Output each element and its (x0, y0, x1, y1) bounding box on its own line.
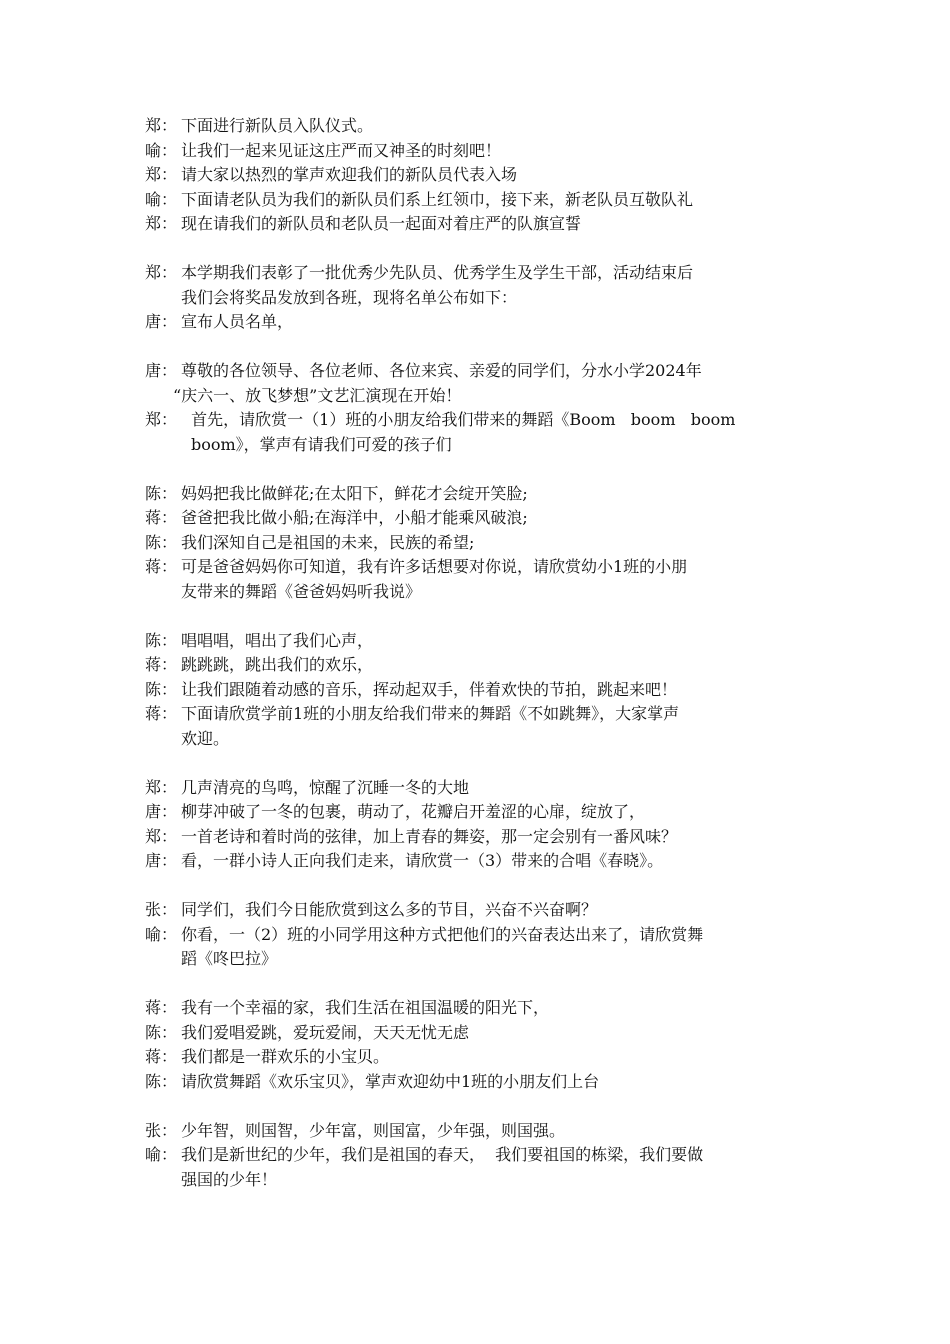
dialogue-line (145, 629, 815, 654)
dialogue-line (145, 261, 815, 286)
dialogue-line (145, 163, 815, 188)
line-text: 爸爸把我比做小船;在海洋中，小船才能乘风破浪; (181, 508, 528, 527)
speaker-label: 郑： (145, 410, 178, 429)
dialogue-block (145, 898, 815, 972)
speaker-label: 唐： (145, 361, 178, 380)
speaker-label: 陈： (145, 483, 178, 503)
dialogue-block (145, 482, 815, 605)
dialogue-line (145, 702, 815, 727)
line-text: 少年智，则国智，少年富，则国富，少年强，则国强。 (181, 1120, 566, 1140)
dialogue-line (145, 482, 815, 507)
line-text: 看，一群小诗人正向我们走来，请欣赏一（3）带来的合唱《春晓》。 (181, 851, 664, 870)
dialogue-line (145, 1045, 815, 1070)
dialogue-line (145, 800, 815, 825)
line-text: 下面进行新队员入队仪式。 (181, 116, 374, 135)
dialogue-block (145, 261, 815, 335)
line-text-continuation: 友带来的舞蹈《爸爸妈妈听我说》 (181, 581, 422, 601)
speaker-label: 蒋： (145, 998, 178, 1017)
line-text: 柳芽冲破了一冬的包裹，萌动了，花瓣启开羞涩的心扉，绽放了， (181, 802, 646, 821)
line-text: 宣布人员名单， (181, 312, 294, 331)
dialogue-line (145, 776, 815, 801)
line-text: 我们是新世纪的少年，我们是祖国的春天， 我们要祖国的栋梁，我们要做 (181, 1145, 704, 1164)
line-text-continuation: 蹈《咚巴拉》 (181, 949, 278, 968)
speaker-label: 郑： (145, 116, 178, 135)
speaker-label: 陈： (145, 532, 178, 552)
speaker-label: 张： (145, 1120, 178, 1140)
speaker-label: 蒋： (145, 1047, 178, 1066)
dialogue-line (145, 1021, 815, 1046)
dialogue-line (145, 139, 815, 164)
dialogue-line (145, 1119, 815, 1144)
line-text: 让我们跟随着动感的音乐，挥动起双手，伴着欢快的节拍，跳起来吧！ (181, 679, 678, 699)
line-text: 现在请我们的新队员和老队员一起面对着庄严的队旗宣誓 (181, 214, 582, 233)
dialogue-line (145, 1143, 815, 1168)
speaker-label: 郑： (145, 165, 178, 184)
speaker-label: 郑： (145, 777, 178, 797)
dialogue-line (145, 408, 815, 433)
block-spacer (145, 874, 815, 899)
dialogue-block (145, 114, 815, 237)
dialogue-line (145, 310, 815, 335)
line-text: 我们爱唱爱跳，爱玩爱闹，天天无忧无虑 (181, 1022, 470, 1042)
line-text: 本学期我们表彰了一批优秀少先队员、优秀学生及学生干部，活动结束后 (181, 263, 694, 282)
speaker-label: 陈： (145, 679, 178, 699)
line-text: 跳跳跳，跳出我们的欢乐， (181, 655, 374, 674)
line-text: 唱唱唱，唱出了我们心声， (181, 630, 374, 650)
speaker-label: 郑： (145, 214, 178, 233)
dialogue-line (145, 898, 815, 923)
block-spacer (145, 457, 815, 482)
block-spacer (145, 604, 815, 629)
dialogue-line (145, 114, 815, 139)
dialogue-line (145, 849, 815, 874)
speaker-label: 唐： (145, 802, 178, 821)
speaker-label: 蒋： (145, 508, 178, 527)
block-spacer (145, 972, 815, 997)
block-spacer (145, 1094, 815, 1119)
dialogue-block (145, 629, 815, 752)
line-text: 可是爸爸妈妈你可知道，我有许多话想要对你说，请欣赏幼小1班的小朋 (181, 557, 688, 576)
dialogue-line (145, 506, 815, 531)
block-spacer (145, 335, 815, 360)
speaker-label: 蒋： (145, 704, 178, 723)
speaker-label: 陈： (145, 630, 178, 650)
dialogue-line (145, 653, 815, 678)
line-text: 尊敬的各位领导、各位老师、各位来宾、亲爱的同学们，分水小学2024年 (181, 361, 702, 380)
line-text: 我们深知自己是祖国的未来，民族的希望; (181, 532, 475, 552)
speaker-label: 蒋： (145, 655, 178, 674)
dialogue-block (145, 776, 815, 874)
block-spacer (145, 237, 815, 262)
dialogue-line (145, 825, 815, 850)
line-text: 妈妈把我比做鲜花;在太阳下，鲜花才会绽开笑脸; (181, 483, 528, 503)
speaker-label: 唐： (145, 851, 178, 870)
speaker-label: 喻： (145, 140, 178, 160)
speaker-label: 陈： (145, 1071, 178, 1091)
line-text: 几声清亮的鸟鸣，惊醒了沉睡一冬的大地 (181, 777, 470, 797)
dialogue-line (145, 188, 815, 213)
dialogue-line (145, 359, 815, 384)
speaker-label: 喻： (145, 189, 178, 209)
line-text: 我们都是一群欢乐的小宝贝。 (181, 1047, 390, 1066)
line-text: 下面请老队员为我们的新队员们系上红领巾，接下来，新老队员互敬队礼 (181, 189, 694, 209)
dialogue-line (145, 555, 815, 580)
speaker-label: 陈： (145, 1022, 178, 1042)
line-text: 你看，一（2）班的小同学用这种方式把他们的兴奋表达出来了，请欣赏舞 (181, 924, 704, 944)
dialogue-block (145, 1119, 815, 1193)
speaker-label: 郑： (145, 263, 178, 282)
line-text: 请欣赏舞蹈《欢乐宝贝》，掌声欢迎幼中1班的小朋友们上台 (181, 1071, 600, 1091)
speaker-label: 蒋： (145, 557, 178, 576)
line-text-continuation: boom》，掌声有请我们可爱的孩子们 (191, 434, 452, 454)
line-text: 首先，请欣赏一（1）班的小朋友给我们带来的舞蹈《Boom boom boom (181, 410, 736, 429)
line-text: 我有一个幸福的家，我们生活在祖国温暖的阳光下， (181, 998, 550, 1017)
dialogue-line (145, 678, 815, 703)
dialogue-block (145, 359, 815, 457)
line-text: 请大家以热烈的掌声欢迎我们的新队员代表入场 (181, 165, 518, 184)
dialogue-line (145, 531, 815, 556)
line-text: 让我们一起来见证这庄严而又神圣的时刻吧！ (181, 140, 502, 160)
line-text-continuation: “庆六一、放飞梦想”文艺汇演现在开始！ (173, 385, 462, 405)
speaker-label: 张： (145, 900, 178, 919)
speaker-label: 喻： (145, 1145, 178, 1164)
block-spacer (145, 751, 815, 776)
dialogue-block (145, 996, 815, 1094)
line-text: 同学们，我们今日能欣赏到这么多的节目，兴奋不兴奋啊？ (181, 900, 598, 919)
dialogue-line (145, 212, 815, 237)
line-text-continuation: 我们会将奖品发放到各班，现将名单公布如下： (181, 287, 518, 307)
dialogue-line (145, 923, 815, 948)
line-text: 一首老诗和着时尚的弦律，加上青春的舞姿，那一定会别有一番风味？ (181, 826, 678, 846)
line-text-continuation: 强国的少年！ (181, 1169, 278, 1189)
dialogue-line (145, 1070, 815, 1095)
script-content (145, 114, 815, 1192)
line-text-continuation: 欢迎。 (181, 728, 230, 748)
line-text: 下面请欣赏学前1班的小朋友给我们带来的舞蹈《不如跳舞》，大家掌声 (181, 704, 680, 723)
speaker-label: 唐： (145, 312, 178, 331)
speaker-label: 郑： (145, 826, 178, 846)
speaker-label: 喻： (145, 924, 178, 944)
dialogue-line (145, 996, 815, 1021)
